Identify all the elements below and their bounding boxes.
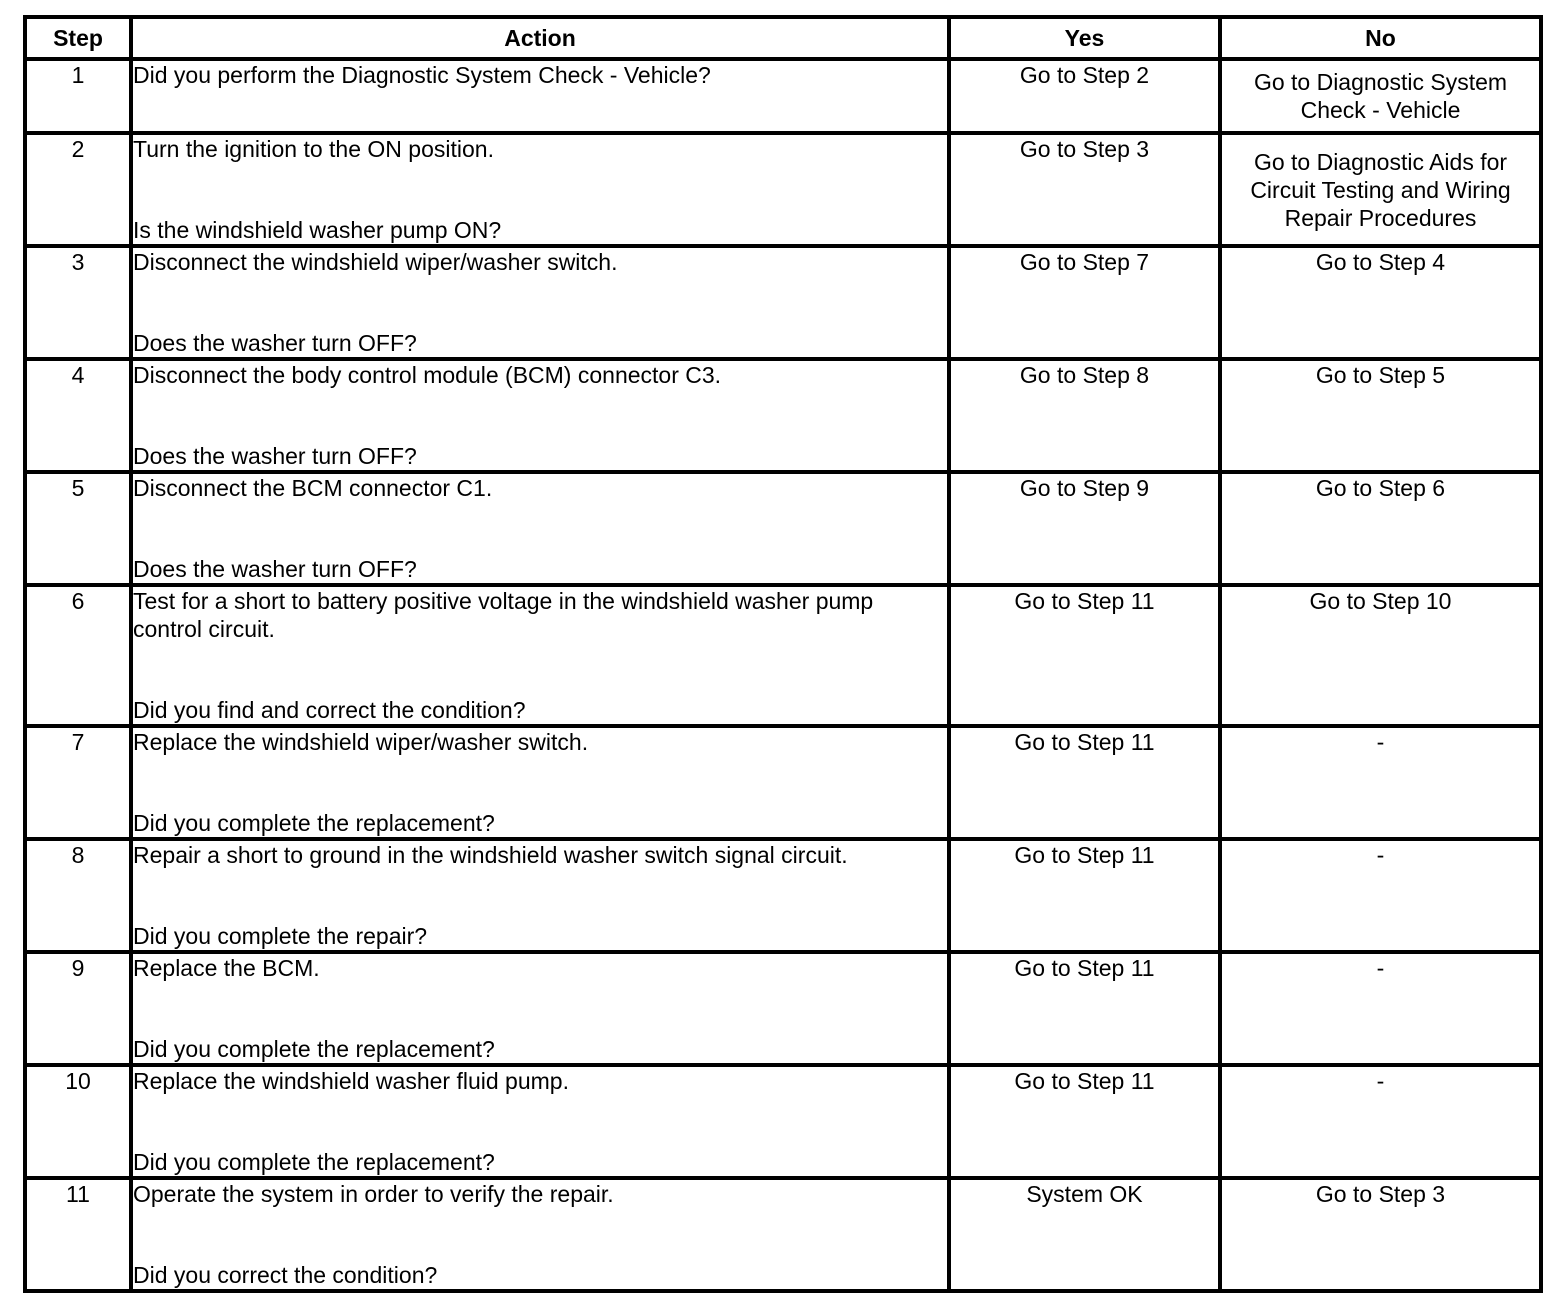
table-row — [25, 133, 1541, 246]
step-number: 5 — [25, 472, 131, 585]
action-text: Disconnect the BCM connector C1. — [133, 475, 493, 501]
action-question: Did you complete the repair? — [133, 923, 428, 949]
no-result: Go to Diagnostic Aids for Circuit Testing and Wiring Repair Procedures — [1220, 133, 1541, 246]
no-result: - — [1220, 839, 1541, 952]
table-row — [25, 726, 1541, 839]
step-number: 8 — [25, 839, 131, 952]
table-row — [25, 1178, 1541, 1291]
action-text: Replace the windshield washer fluid pump. — [133, 1068, 569, 1094]
action-question: Does the washer turn OFF? — [133, 443, 417, 469]
table-row — [25, 246, 1541, 359]
action-cell — [131, 1065, 949, 1178]
action-text: Turn the ignition to the ON position. — [133, 136, 494, 162]
yes-result: Go to Step 3 — [949, 133, 1220, 246]
no-result: Go to Step 3 — [1220, 1178, 1541, 1291]
table-row — [25, 359, 1541, 472]
no-result: Go to Diagnostic System Check - Vehicle — [1220, 59, 1541, 133]
action-cell — [131, 1178, 949, 1291]
table-row — [25, 839, 1541, 952]
action-cell — [131, 246, 949, 359]
table-header-row — [25, 17, 1541, 59]
action-text: Repair a short to ground in the windshield washer switch signal circuit. — [133, 842, 848, 868]
diagnostic-table — [23, 15, 1543, 1293]
action-cell — [131, 359, 949, 472]
step-number: 1 — [25, 59, 131, 133]
action-text: Test for a short to battery positive voltage in the windshield washer pump control circuit. — [133, 588, 874, 642]
yes-result: Go to Step 2 — [949, 59, 1220, 133]
step-number: 11 — [25, 1178, 131, 1291]
yes-result: Go to Step 11 — [949, 1065, 1220, 1178]
yes-result: Go to Step 11 — [949, 952, 1220, 1065]
action-cell — [131, 472, 949, 585]
action-text: Operate the system in order to verify the repair. — [133, 1181, 614, 1207]
action-question: Did you complete the replacement? — [133, 810, 495, 836]
table-row — [25, 472, 1541, 585]
table-row — [25, 1065, 1541, 1178]
yes-result: Go to Step 7 — [949, 246, 1220, 359]
header-step: Step — [25, 17, 131, 59]
action-question: Did you find and correct the condition? — [133, 697, 526, 723]
no-result: Go to Step 5 — [1220, 359, 1541, 472]
step-number: 4 — [25, 359, 131, 472]
action-question: Does the washer turn OFF? — [133, 330, 417, 356]
step-number: 3 — [25, 246, 131, 359]
step-number: 9 — [25, 952, 131, 1065]
step-number: 7 — [25, 726, 131, 839]
no-result: Go to Step 4 — [1220, 246, 1541, 359]
action-text: Disconnect the body control module (BCM) connector C3. — [133, 362, 722, 388]
yes-result: System OK — [949, 1178, 1220, 1291]
table-row — [25, 585, 1541, 726]
yes-result: Go to Step 9 — [949, 472, 1220, 585]
action-text: Replace the BCM. — [133, 955, 320, 981]
step-number: 2 — [25, 133, 131, 246]
action-cell — [131, 726, 949, 839]
action-question: Did you complete the replacement? — [133, 1036, 495, 1062]
action-question: Did you complete the replacement? — [133, 1149, 495, 1175]
table-row — [25, 952, 1541, 1065]
header-action: Action — [131, 17, 949, 59]
yes-result: Go to Step 11 — [949, 585, 1220, 726]
header-yes: Yes — [949, 17, 1220, 59]
action-text: Did you perform the Diagnostic System Check - Vehicle? — [133, 62, 711, 88]
action-cell — [131, 839, 949, 952]
yes-result: Go to Step 11 — [949, 839, 1220, 952]
no-result: - — [1220, 952, 1541, 1065]
action-cell — [131, 952, 949, 1065]
no-result: Go to Step 10 — [1220, 585, 1541, 726]
action-question: Did you correct the condition? — [133, 1262, 438, 1288]
table-row — [25, 59, 1541, 133]
action-cell — [131, 133, 949, 246]
no-result: Go to Step 6 — [1220, 472, 1541, 585]
action-text: Disconnect the windshield wiper/washer switch. — [133, 249, 618, 275]
step-number: 6 — [25, 585, 131, 726]
action-question: Is the windshield washer pump ON? — [133, 217, 502, 243]
no-result: - — [1220, 1065, 1541, 1178]
action-cell — [131, 59, 949, 133]
header-no: No — [1220, 17, 1541, 59]
step-number: 10 — [25, 1065, 131, 1178]
action-text: Replace the windshield wiper/washer switch. — [133, 729, 589, 755]
yes-result: Go to Step 8 — [949, 359, 1220, 472]
action-question: Does the washer turn OFF? — [133, 556, 417, 582]
no-result: - — [1220, 726, 1541, 839]
action-cell — [131, 585, 949, 726]
yes-result: Go to Step 11 — [949, 726, 1220, 839]
